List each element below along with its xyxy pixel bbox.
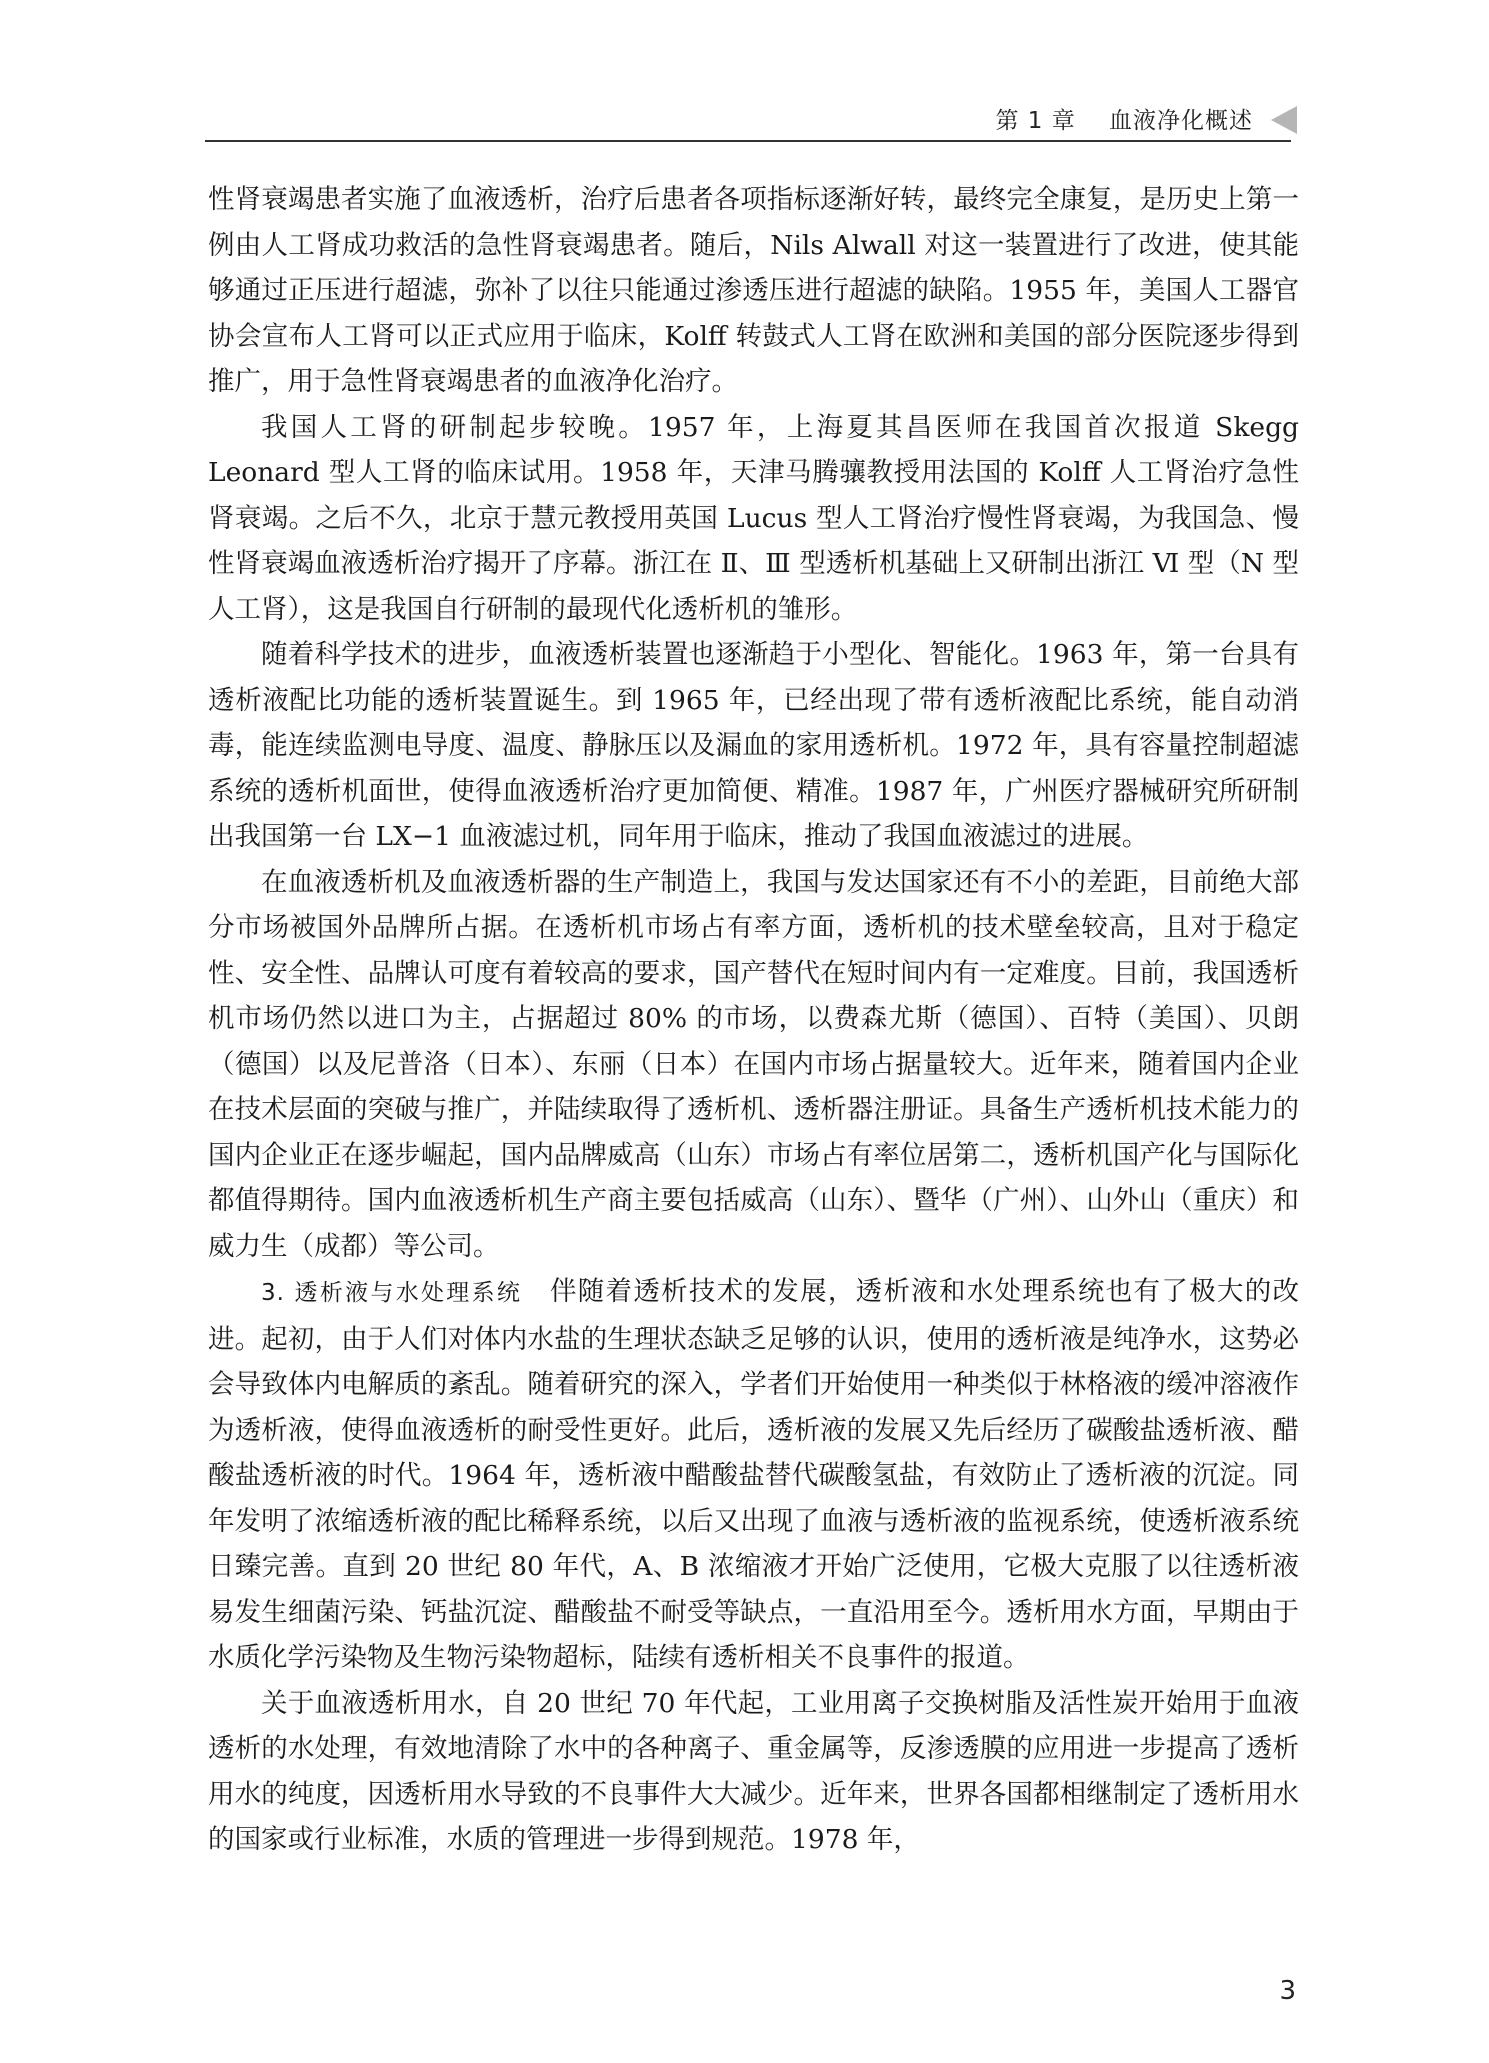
body-text <box>208 177 1299 1863</box>
page-number: 3 <box>1279 1976 1296 2006</box>
running-header <box>205 100 1291 142</box>
paragraph: 关于血液透析用水，自 20 世纪 70 年代起，工业用离子交换树脂及活性炭开始用于血液透析的水处理，有效地清除了水中的各种离子、重金属等，反渗透膜的应用进一步提高了透析用水的纯度，因透析用水导致的不良事件大大减少。近年来，世界各国都相继制定了透析用水的国家或行业标准，水质的管理进一步得到规范。1978 年， <box>208 1687 1299 1855</box>
paragraph <box>208 1269 1299 1681</box>
paragraph: 随着科学技术的进步，血液透析装置也逐渐趋于小型化、智能化。1963 年，第一台具有透析液配比功能的透析装置诞生。到 1965 年，已经出现了带有透析液配比系统，能自动消毒，能连续监测电导度、温度、静脉压以及漏血的家用透析机。1972 年，具有容量控制超滤系统的透析机面世，使得血液透析治疗更加简便、精准。1987 年，广州医疗器械研究所研制出我国第一台 LX−1 血液滤过机，同年用于临床，推动了我国血液滤过的进展。 <box>208 639 1299 852</box>
triangle-marker-icon <box>1271 106 1297 134</box>
paragraph: 在血液透析机及血液透析器的生产制造上，我国与发达国家还有不小的差距，目前绝大部分市场被国外品牌所占据。在透析机市场占有率方面，透析机的技术壁垒较高，且对于稳定性、安全性、品牌认可度有着较高的要求，国产替代在短时间内有一定难度。目前，我国透析机市场仍然以进口为主，占据超过 80% 的市场，以费森尤斯（德国）、百特（美国）、贝朗（德国）以及尼普洛（日本）、东丽（日本）在国内市场占据量较大。近年来，随着国内企业在技术层面的突破与推广，并陆续取得了透析机、透析器注册证。具备生产透析机技术能力的国内企业正在逐步崛起，国内品牌威高（山东）市场占有率位居第二，透析机国产化与国际化都值得期待。国内血液透析机生产商主要包括威高（山东）、暨华（广州）、山外山（重庆）和威力生（成都）等公司。 <box>208 866 1299 1262</box>
section-subheading: 3. 透析液与水处理系统 <box>261 1280 523 1306</box>
chapter-title: 第 1 章 血液净化概述 <box>995 108 1253 134</box>
paragraph-text: 伴随着透析技术的发展，透析液和水处理系统也有了极大的改进。起初，由于人们对体内水盐的生理状态缺乏足够的认识，使用的透析液是纯净水，这势必会导致体内电解质的紊乱。随着研究的深入，学者们开始使用一种类似于林格液的缓冲溶液作为透析液，使得血液透析的耐受性更好。此后，透析液的发展又先后经历了碳酸盐透析液、醋酸盐透析液的时代。1964 年，透析液中醋酸盐替代碳酸氢盐，有效防止了透析液的沉淀。同年发明了浓缩透析液的配比稀释系统，以后又出现了血液与透析液的监视系统，使透析液系统日臻完善。直到 20 世纪 80 年代，A、B 浓缩液才开始广泛使用，它极大克服了以往透析液易发生细菌污染、钙盐沉淀、醋酸盐不耐受等缺点，一直沿用至今。透析用水方面，早期由于水质化学污染物及生物污染物超标，陆续有透析相关不良事件的报道。 <box>208 1276 1300 1673</box>
paragraph: 性肾衰竭患者实施了血液透析，治疗后患者各项指标逐渐好转，最终完全康复，是历史上第一例由人工肾成功救活的急性肾衰竭患者。随后，Nils Alwall 对这一装置进行了改进，使其能够通过正压进行超滤，弥补了以往只能通过渗透压进行超滤的缺陷。1955 年，美国人工器官协会宣布人工肾可以正式应用于临床，Kolff 转鼓式人工肾在欧洲和美国的部分医院逐步得到推广，用于急性肾衰竭患者的血液净化治疗。 <box>208 184 1299 397</box>
paragraph: 我国人工肾的研制起步较晚。1957 年，上海夏其昌医师在我国首次报道 Skegg Leonard 型人工肾的临床试用。1958 年，天津马腾骧教授用法国的 Kolff 人工肾治疗急性肾衰竭。之后不久，北京于慧元教授用英国 Lucus 型人工肾治疗慢性肾衰竭，为我国急、慢性肾衰竭血液透析治疗揭开了序幕。浙江在 Ⅱ、Ⅲ 型透析机基础上又研制出浙江 Ⅵ 型（N 型人工肾），这是我国自行研制的最现代化透析机的雏形。 <box>208 411 1299 625</box>
